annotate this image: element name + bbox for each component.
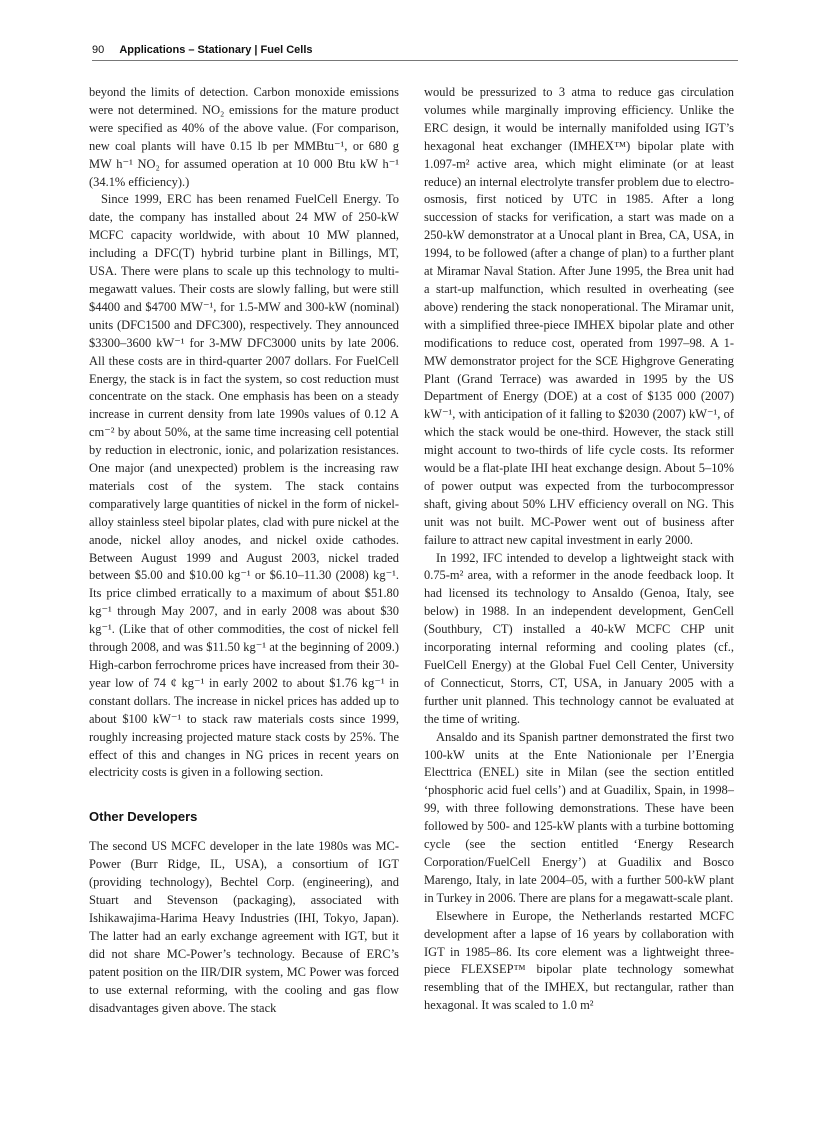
paragraph: would be pressurized to 3 atma to reduce gas circulation volumes while marginally improving efficiency. Unlike the ERC design, it would be internally manifolded using IGT’s hexagonal heat exchanger (IMHEX™) bipolar plate with 1.097-m² active area, which might eliminate (or at least reduce) an internal electrolyte transfer problem due to electro-osmosis, first noticed by UTC in 1985. After a long succession of stacks for verification, a start was made on a 250-kW demonstrator at a Unocal plant in Brea, CA, USA, in 1994, to be followed (after a change of plan) to a further plant at Miramar Naval Station. After June 1995, the Brea unit had a start-up malfunction, which resulted in overheating (see above) rendering the stack nonoperational. The Miramar unit, with a simplified three-piece IMHEX bipolar plate and other modifications to reduce cost, operated from 1997–98. A 1-MW demonstrator project for the SCE Highgrove Generating Plant (Grand Terrace) was awarded in 1995 by the US Department of Energy (DOE) at a cost of $135 000 (2007) kW⁻¹, with anticipation of it falling to $2030 (2007) kW⁻¹, of which the stack would be one-third. However, the stack still might account to two-thirds of life cycle costs. Its reformer would be a flat-plate IHI heat exchange design. About 5–10% of power output was expected from the turbocompressor shaft, giving about 50% LHV efficiency overall on NG. This unit was not built. MC-Power went out of business after failure to attract new capital investment in early 2000. (424, 85, 734, 547)
paragraph: Since 1999, ERC has been renamed FuelCell Energy. To date, the company has installed about 24 MW of 250-kW MCFC capacity worldwide, with about 10 MW planned, including a DFC(T) hybrid turbine plant in Billings, MT, USA. There were plans to scale up this technology to multi-megawatt values. Their costs are slowly falling, but were still $4400 and $4700 MW⁻¹, for 1.5-MW and 300-kW (nominal) units (DFC1500 and DFC300), respectively. They announced $3300–3600 kW⁻¹ for 3-MW DFC3000 units by late 2006. All these costs are in third-quarter 2007 dollars. For FuelCell Energy, the stack is in fact the system, so cost reduction must concentrate on the stack. One emphasis has been on a steady increase in current density from late 1990s values of 0.12 A cm⁻² by about 50%, at the same time increasing cell potential by reduction in electronic, ionic, and polarization resistances. One major (and unexpected) problem is the increasing raw materials cost of the system. The stack contains comparatively large quantities of nickel in the form of nickel-alloy stainless steel bipolar plates, clad with pure nickel at the anode, nickel alloy anodes, and nickel oxide cathodes. Between August 1999 and August 2003, nickel traded between $5.00 and $10.00 kg⁻¹ or $6.10–11.30 (2008) kg⁻¹. Its price climbed erratically to a maximum of about $51.80 kg⁻¹ through May 2007, and in early 2008 was about $30 kg⁻¹. (Like that of other commodities, the cost of nickel fell through 2008, and was $11.50 kg⁻¹ at the beginning of 2009.) High-carbon ferrochrome prices have increased from their 30-year low of 74 ¢ kg⁻¹ in early 2002 to about $1.76 kg⁻¹ in constant dollars. The increase in nickel prices has added up to about $100 kW⁻¹ to stack raw materials costs since 1999, roughly increasing projected mature stack costs by 25%. The effect of this and changes in NG prices in recent years on electricity costs is given in a following section. (89, 192, 399, 780)
left-column (89, 84, 399, 1017)
running-title: Applications – Stationary | Fuel Cells (119, 44, 313, 56)
paragraph: Elsewhere in Europe, the Netherlands restarted MCFC development after a lapse of 16 years by collaboration with IGT in 1985–86. Its core element was a lightweight three-piece FLEXSEP™ bipolar plate technology somewhat resembling that of the IMHEX, but rectangular, rather than hexagonal. It was scaled to 1.0 m² (424, 908, 734, 1013)
paragraph: The second US MCFC developer in the late 1980s was MC-Power (Burr Ridge, IL, USA), a consortium of IGT (providing technology), Bechtel Corp. (engineering), and Stuart and Stevenson (packaging), associated with Ishikawajima-Harima Heavy Industries (IHI, Tokyo, Japan). The latter had an early exchange agreement with IGT, but it did not share MC-Power’s technology. Because of ERC’s patent position on the IIR/DIR system, MC Power was forced to use external reforming, with the cooling and gas flow disadvantages given above. The stack (89, 839, 399, 1015)
page-number: 90 (92, 44, 105, 56)
section-heading: Other Developers (89, 809, 198, 825)
paragraph: beyond the limits of detection. Carbon monoxide emissions were not determined. NO₂ emissions for the mature product were specified as 40% of the above value. (For comparison, new coal plants will have 0.15 lb per MMBtu⁻¹, or 680 g MW h⁻¹ NO₂ for assumed operation at 10 000 Btu kW h⁻¹ (34.1% efficiency).) (89, 85, 399, 189)
paragraph: Ansaldo and its Spanish partner demonstrated the first two 100-kW units at the Ente Nationionale per l’Energia Electtrica (ENEL) site in Milan (see the section entitled ‘phosphoric acid fuel cells’) and at Guadilix, Spain, in 1998–99, with three following demonstrations. These have been followed by 500- and 125-kW plants with a turbine bottoming cycle (see the section entitled ‘Energy Research Corporation/FuelCell Energy’) at Guadilix and Bosco Marengo, Italy, in late 2004–05, with a further 500-kW plant in Turkey in 2006. There are plans for a megawatt-scale plant. (424, 729, 734, 905)
paragraph: In 1992, IFC intended to develop a lightweight stack with 0.75-m² area, with a reformer in the anode feedback loop. It had licensed its technology to Ansaldo (Genoa, Italy, see below) in 1988. In an independent development, GenCell (Southbury, CT) installed a 40-kW MCFC CHP unit incorporating internal reforming and cooling plates (cf., FuelCell Energy) at the Global Fuel Cell Center, University of Connecticut, Storrs, CT, USA, in January 2005 with a further unit planned. This technology cannot be evaluated at the time of writing. (424, 550, 734, 726)
running-header (92, 44, 738, 61)
right-column (424, 84, 734, 1015)
